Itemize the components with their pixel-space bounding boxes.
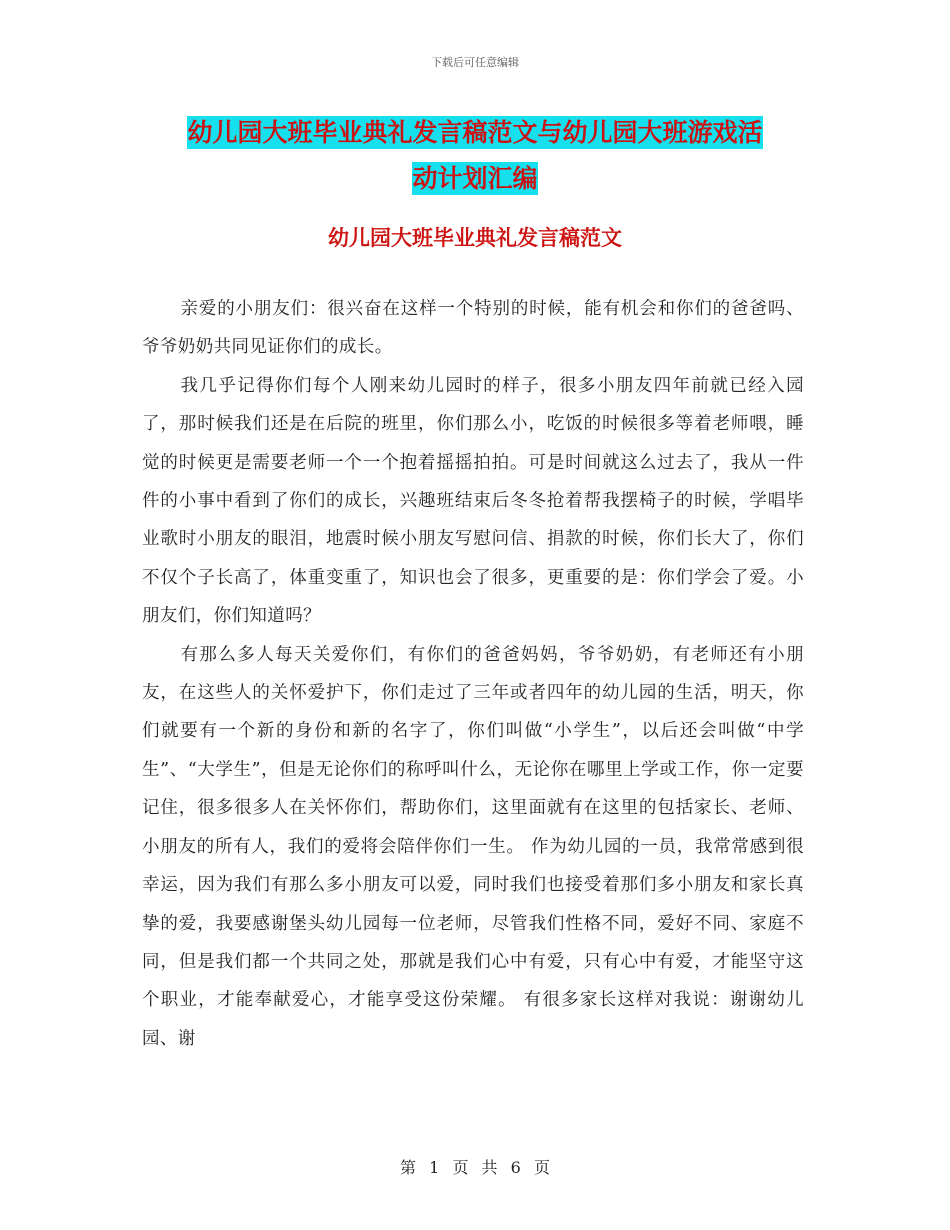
page-footer (0, 1155, 950, 1178)
paragraph-1: 亲爱的小朋友们：很兴奋在这样一个特别的时候，能有机会和你们的爸爸吗、爷爷奶奶共同见证你们的成长。 (142, 299, 804, 358)
title-line-1: 幼儿园大班毕业典礼发言稿范文与幼儿园大班游戏活 (187, 118, 763, 147)
header-note: 下载后可任意编辑 (431, 56, 519, 69)
page-label-mid1: 页 (452, 1158, 469, 1177)
section-title: 幼儿园大班毕业典礼发言稿范文 (328, 226, 622, 250)
title-line-2: 动计划汇编 (412, 164, 538, 193)
page-label-mid2: 共 (481, 1158, 498, 1177)
document-title (140, 110, 810, 202)
page-label-suffix: 页 (533, 1158, 550, 1177)
page-number-current: 1 (429, 1158, 440, 1177)
paragraph-3: 有那么多人每天关爱你们，有你们的爸爸妈妈，爷爷奶奶，有老师还有小朋友，在这些人的关怀爱护下，你们走过了三年或者四年的幼儿园的生活，明天，你们就要有一个新的身份和新的名字了，你们叫做“小学生”，以后还会叫做“中学生”、“大学生”，但是无论你们的称呼叫什么，无论你在哪里上学或工作，你一定要记住，很多很多人在关怀你们，帮助你们，这里面就有在这里的包括家长、老师、小朋友的所有人，我们的爱将会陪伴你们一生。 作为幼儿园的一员，我常常感到很幸运，因为我们有那么多小朋友可以爱，同时我们也接受着那们多小朋友和家长真挚的爱，我要感谢堡头幼儿园每一位老师，尽管我们性格不同，爱好不同、家庭不同，但是我们都一个共同之处，那就是我们心中有爱，只有心中有爱，才能坚守这个职业，才能奉献爱心，才能享受这份荣耀。 有很多家长这样对我说：谢谢幼儿园、谢 (142, 644, 804, 1049)
paragraph-2: 我几乎记得你们每个人刚来幼儿园时的样子，很多小朋友四年前就已经入园了，那时候我们还是在后院的班里，你们那么小，吃饭的时候很多等着老师喂，睡觉的时候更是需要老师一个一个抱着摇摇拍拍。可是时间就这么过去了，我从一件件的小事中看到了你们的成长，兴趣班结束后冬冬抢着帮我摆椅子的时候，学唱毕业歌时小朋友的眼泪，地震时候小朋友写慰问信、捐款的时候，你们长大了，你们不仅个子长高了，体重变重了，知识也会了很多，更重要的是：你们学会了爱。小朋友们，你们知道吗？ (142, 375, 804, 627)
page-label-prefix: 第 (400, 1158, 417, 1177)
body-text (142, 290, 804, 1058)
page-number-total: 6 (510, 1158, 521, 1177)
